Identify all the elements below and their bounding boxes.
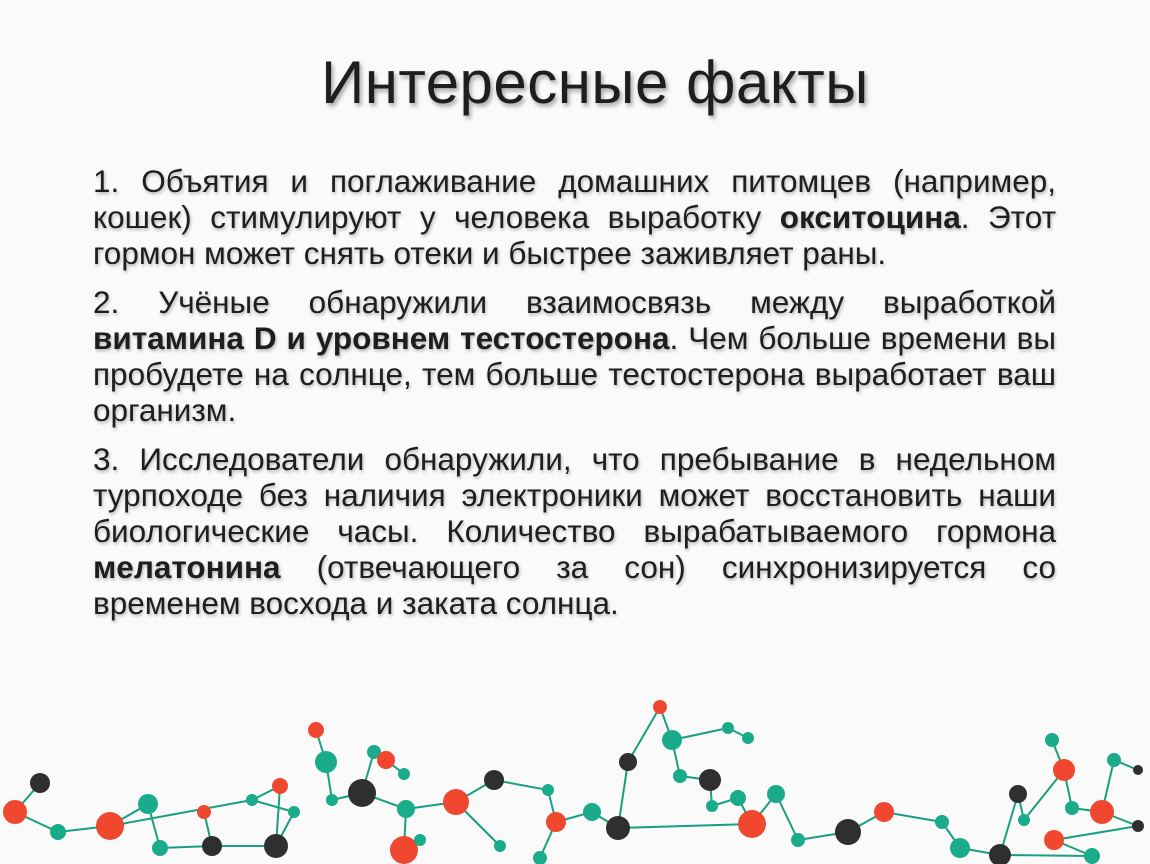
molecule-atom <box>348 779 376 807</box>
molecule-atom <box>835 819 861 845</box>
molecule-atom <box>414 834 426 846</box>
molecule-atom <box>699 769 721 791</box>
molecule-atom <box>1045 733 1059 747</box>
molecule-atom <box>50 824 66 840</box>
molecule-atom <box>138 794 158 814</box>
molecule-atom <box>30 773 50 793</box>
fact-3-number: 3. <box>93 441 120 477</box>
molecule-atom <box>583 803 601 821</box>
molecule-atom <box>1133 765 1143 775</box>
molecule-atom <box>272 778 288 794</box>
fact-1-text-before: Объятия и поглаживание домашних питомцев (например, кошек) стимулируют у человека выработку <box>93 163 1056 235</box>
molecule-atom <box>494 840 506 852</box>
molecule-atom <box>484 770 504 790</box>
fact-1-text-after: . Этот гормон может снять отеки и быстрее заживляет раны. <box>93 199 1056 271</box>
molecule-atom <box>730 790 746 806</box>
fact-3-bold-term: мелатонина <box>93 549 281 585</box>
fact-3 <box>93 441 1056 621</box>
molecule-atom <box>308 722 324 738</box>
molecule-atom <box>288 806 300 818</box>
molecule-atom <box>390 836 418 864</box>
molecule-atom <box>1065 801 1079 815</box>
molecule-atom <box>738 810 766 838</box>
fact-1 <box>93 163 1056 271</box>
molecule-bond <box>1000 855 1092 856</box>
facts-body <box>93 163 1056 634</box>
molecule-atom <box>152 840 168 856</box>
molecule-atom <box>1018 814 1030 826</box>
molecule-atom <box>1132 820 1144 832</box>
fact-2-number: 2. <box>93 284 120 320</box>
molecule-atom <box>96 812 124 840</box>
molecule-atom <box>1084 848 1100 864</box>
slide-title: Интересные факты <box>321 49 869 116</box>
molecule-network-decoration <box>0 690 1150 864</box>
molecule-atom <box>264 834 288 858</box>
molecule-bond <box>628 707 660 762</box>
molecule-atom <box>722 722 734 734</box>
molecule-atom <box>1053 759 1075 781</box>
molecule-atom <box>326 794 338 806</box>
molecule-atom <box>397 800 415 818</box>
fact-2-text-before: Учёные обнаружили взаимосвязь между выработкой <box>119 284 1056 320</box>
molecule-atom <box>662 730 682 750</box>
fact-1-bold-term: окситоцина <box>779 199 961 235</box>
molecule-atom <box>377 751 395 769</box>
molecule-atom <box>767 785 785 803</box>
molecule-atom <box>653 700 667 714</box>
molecule-atom <box>950 838 970 858</box>
fact-3-text-after: (отвечающего за сон) синхронизируется со временем восхода и заката солнца. <box>93 549 1056 621</box>
molecule-atom <box>874 802 894 822</box>
molecule-atom <box>935 815 949 829</box>
molecule-atom <box>246 794 258 806</box>
fact-2 <box>93 284 1056 428</box>
molecule-atom <box>542 784 554 796</box>
molecule-atom <box>546 812 566 832</box>
molecule-atom <box>791 833 805 847</box>
fact-2-text-after: . Чем больше времени вы пробудете на солнце, тем больше тестостерона выработает ваш организм. <box>93 320 1056 428</box>
molecule-atom <box>443 789 469 815</box>
molecule-atom <box>398 768 410 780</box>
molecule-atom <box>202 836 222 856</box>
molecule-atom <box>1090 800 1114 824</box>
molecule-bond <box>618 824 752 828</box>
fact-2-bold-term: витамина D и уровнем тестостерона <box>93 320 670 356</box>
molecule-atom <box>742 732 754 744</box>
molecule-atom <box>989 844 1011 864</box>
molecule-atom <box>533 851 547 864</box>
molecule-bond <box>1054 826 1138 840</box>
molecule-atom <box>673 769 687 783</box>
molecule-atom <box>1107 753 1121 767</box>
molecule-atom <box>3 800 27 824</box>
molecule-atom <box>1044 830 1064 850</box>
fact-1-number: 1. <box>93 163 120 199</box>
molecule-atom <box>619 753 637 771</box>
molecule-atom <box>1009 785 1027 803</box>
molecule-atom <box>706 800 718 812</box>
fact-3-text-before: Исследователи обнаружили, что пребывание в недельном турпоходе без наличия электроники может восстановить наши биологические часы. Количество вырабатываемого гормона <box>93 441 1056 549</box>
molecule-atom <box>197 805 211 819</box>
molecule-atom <box>315 751 337 773</box>
molecule-atom <box>606 816 630 840</box>
molecule-bond <box>252 800 294 812</box>
